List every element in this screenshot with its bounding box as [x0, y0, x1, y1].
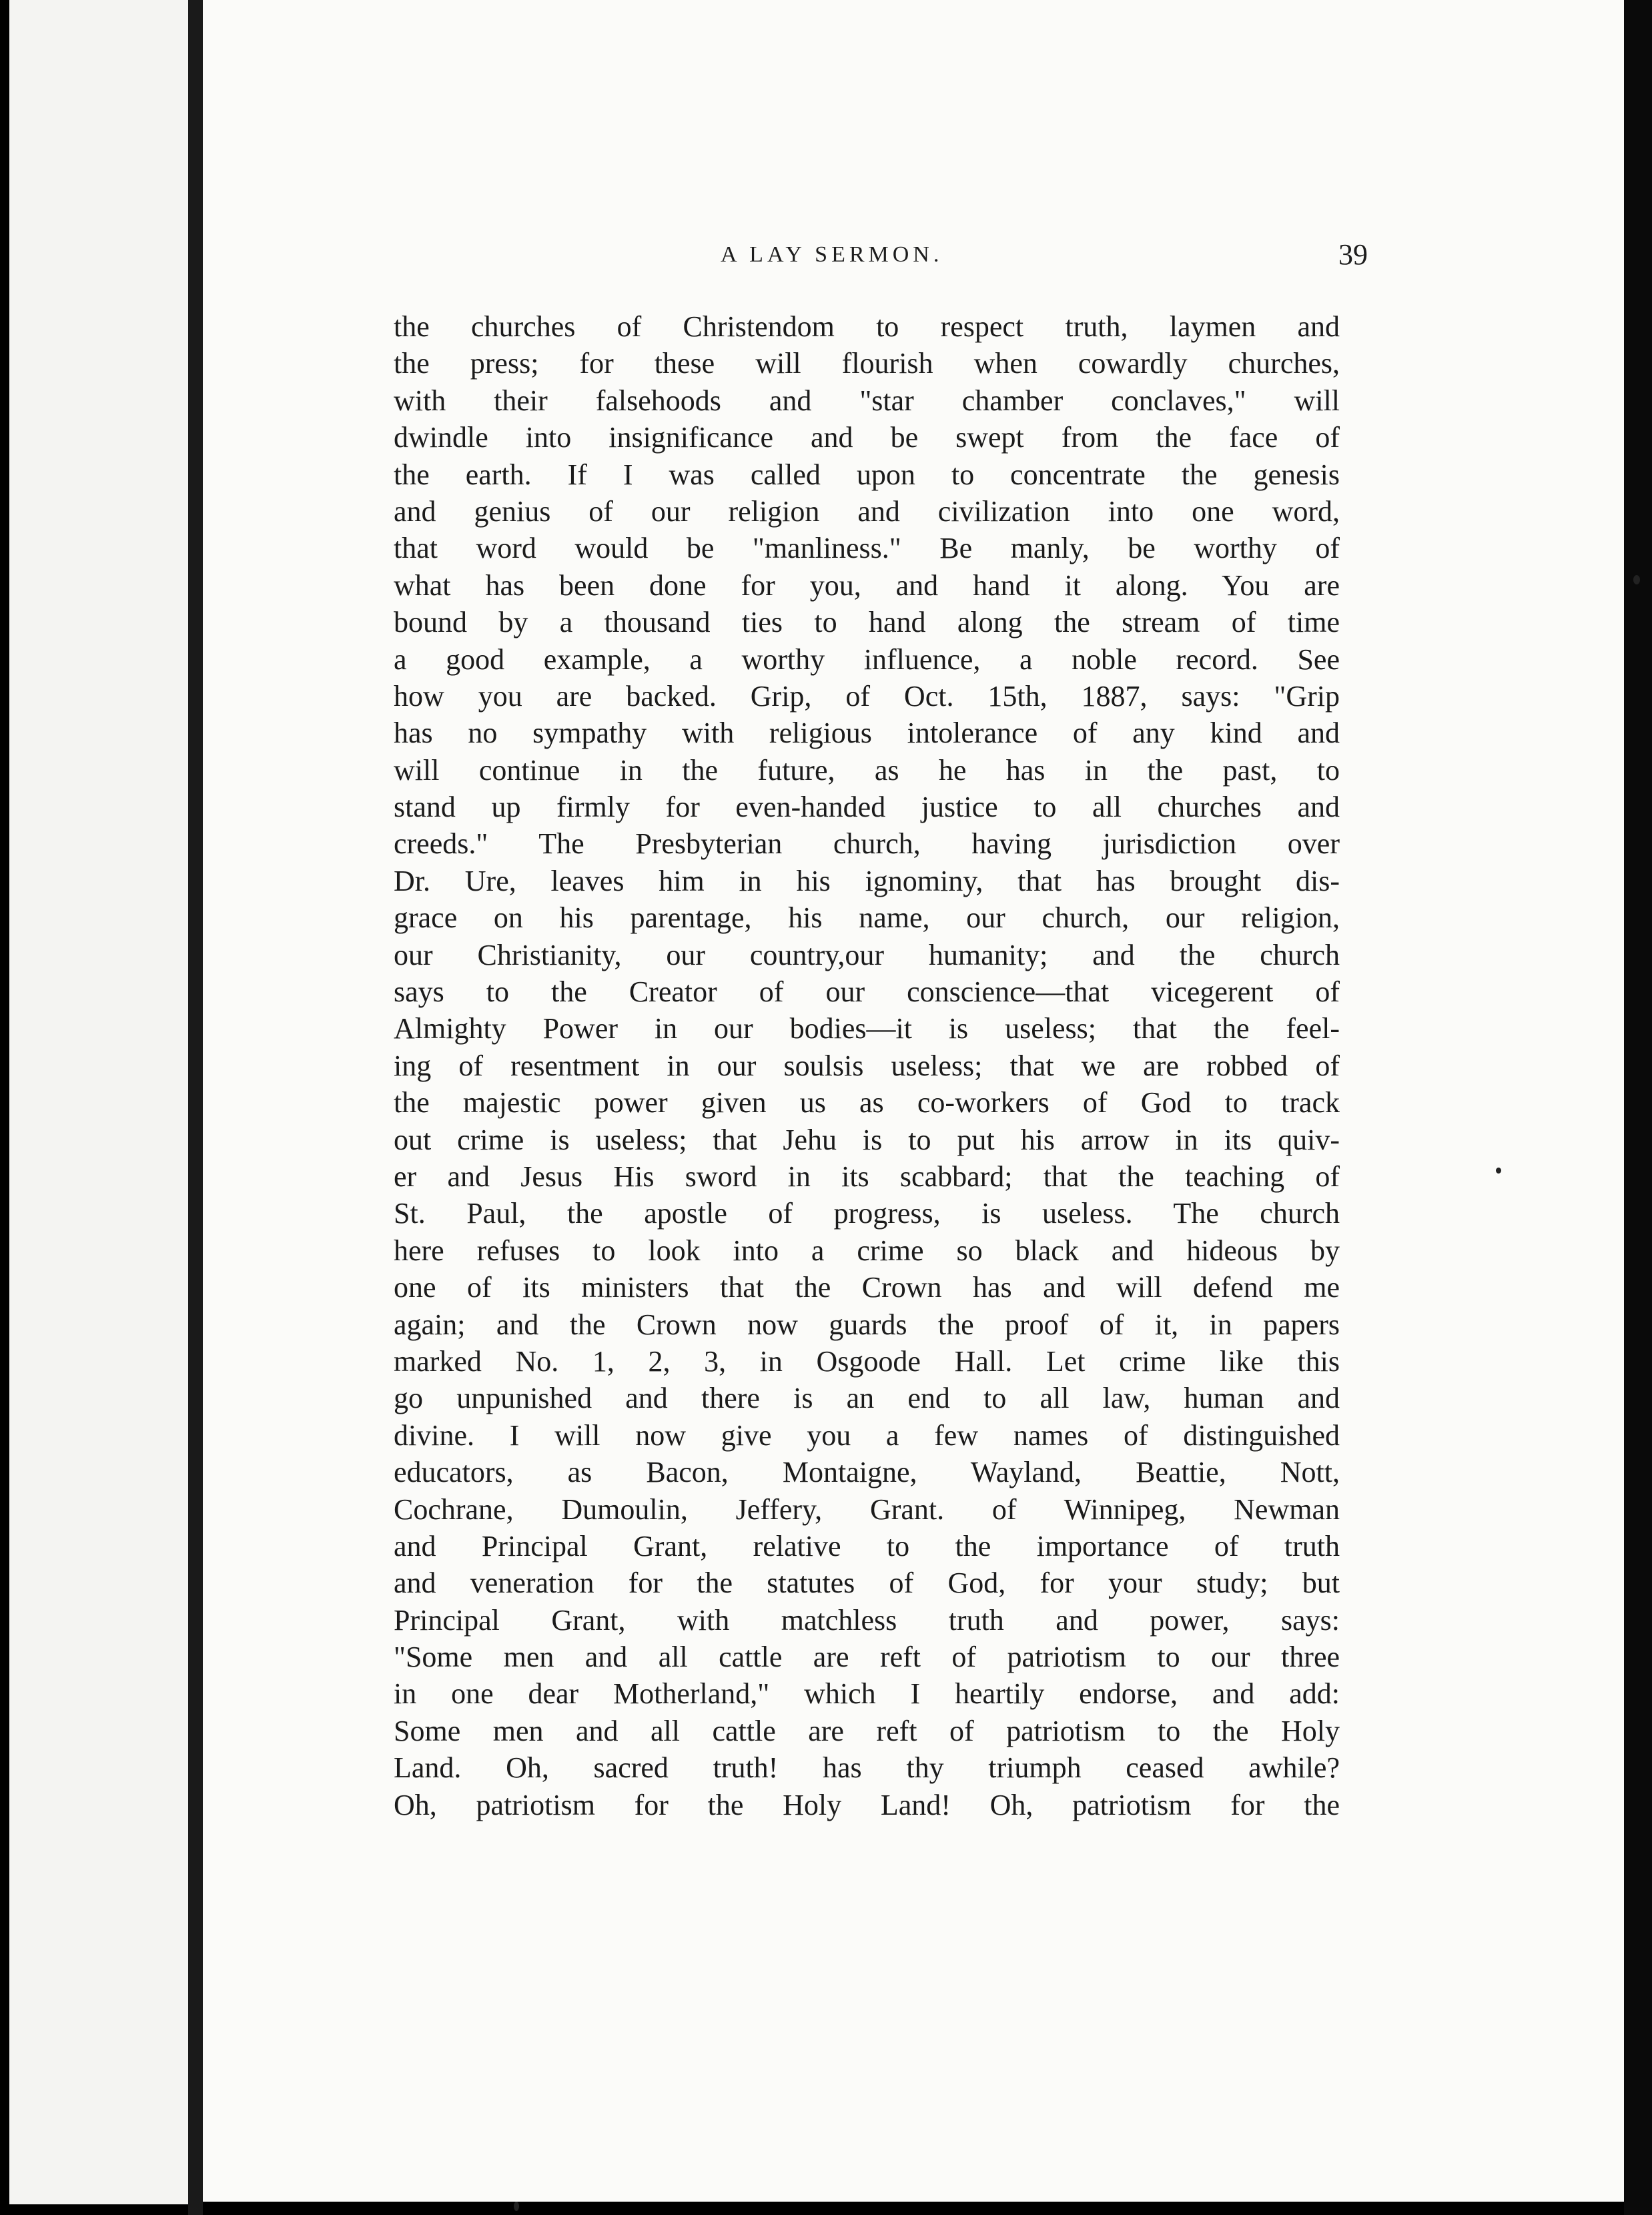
text-line: here refuses to look into a crime so black and hideous by [394, 1234, 1340, 1267]
text-line: educators, as Bacon, Montaigne, Wayland, Beattie, Nott, [394, 1456, 1340, 1489]
facing-page-edge [9, 0, 188, 2204]
text-line: grace on his parentage, his name, our church, our religion, [394, 901, 1340, 935]
text-line: that word would be "manliness." Be manly, be worthy of [394, 532, 1340, 565]
text-line: Land. Oh, sacred truth! has thy triumph ceased awhile? [394, 1751, 1340, 1785]
text-line: the majestic power given us as co-workers of God to track [394, 1086, 1340, 1120]
text-line: the press; for these will flourish when cowardly churches, [394, 347, 1340, 380]
text-line: in one dear Motherland," which I heartily endorse, and add: [394, 1677, 1340, 1711]
text-line: and veneration for the statutes of God, for your study; but [394, 1567, 1340, 1600]
text-line: Cochrane, Dumoulin, Jeffery, Grant. of Winnipeg, Newman [394, 1492, 1340, 1526]
text-line: will continue in the future, as he has in the past, to [394, 753, 1340, 787]
text-line: divine. I will now give you a few names of distinguished [394, 1418, 1340, 1452]
text-line: and genius of our religion and civilization into one word, [394, 494, 1340, 528]
text-line: says to the Creator of our conscience—that vicegerent of [394, 975, 1340, 1009]
page-header [193, 235, 1368, 275]
text-line: has no sympathy with religious intolerance of any kind and [394, 717, 1340, 750]
text-line: Almighty Power in our bodies—it is useless; that the feel- [394, 1012, 1340, 1045]
text-line: and Principal Grant, relative to the importance of truth [394, 1529, 1340, 1563]
text-line: again; and the Crown now guards the proof of it, in papers [394, 1308, 1340, 1341]
scan-speck [1496, 1168, 1501, 1174]
body-text [394, 308, 1340, 1823]
text-line: marked No. 1, 2, 3, in Osgoode Hall. Let crime like this [394, 1344, 1340, 1378]
gutter-shadow [188, 0, 203, 2215]
text-line: a good example, a worthy influence, a noble record. See [394, 642, 1340, 676]
page-number: 39 [1338, 238, 1368, 271]
running-head: A LAY SERMON. [721, 242, 943, 267]
text-line: Oh, patriotism for the Holy Land! Oh, patriotism for the [394, 1788, 1340, 1821]
text-line: dwindle into insignificance and be swept from the face of [394, 421, 1340, 454]
scan-speck [1633, 575, 1640, 584]
text-line: go unpunished and there is an end to all law, human and [394, 1382, 1340, 1415]
text-line: what has been done for you, and hand it along. You are [394, 568, 1340, 602]
text-line: out crime is useless; that Jehu is to put his arrow in its quiv- [394, 1123, 1340, 1156]
text-line: the churches of Christendom to respect truth, laymen and [394, 310, 1340, 343]
text-line: stand up firmly for even-handed justice to all churches and [394, 791, 1340, 824]
text-line: creeds." The Presbyterian church, having jurisdiction over [394, 827, 1340, 861]
text-line: ing of resentment in our soulsis useless; that we are robbed of [394, 1049, 1340, 1082]
text-line: Dr. Ure, leaves him in his ignominy, that has brought dis- [394, 864, 1340, 897]
text-line: bound by a thousand ties to hand along the stream of time [394, 606, 1340, 639]
text-line: how you are backed. Grip, of Oct. 15th, 1887, says: "Grip [394, 679, 1340, 713]
text-line: Principal Grant, with matchless truth and power, says: [394, 1603, 1340, 1637]
right-scan-border [1624, 0, 1652, 2215]
text-line: er and Jesus His sword in its scabbard; that the teaching of [394, 1160, 1340, 1193]
text-line: our Christianity, our country,our humanity; and the church [394, 938, 1340, 971]
text-line: one of its ministers that the Crown has and will defend me [394, 1271, 1340, 1304]
text-line: the earth. If I was called upon to concentrate the genesis [394, 458, 1340, 491]
text-line: with their falsehoods and "star chamber conclaves," will [394, 384, 1340, 417]
scan-speck [514, 2202, 519, 2211]
text-line: St. Paul, the apostle of progress, is useless. The church [394, 1197, 1340, 1230]
text-line: Some men and all cattle are reft of patriotism to the Holy [394, 1714, 1340, 1747]
text-line: "Some men and all cattle are reft of patriotism to our three [394, 1641, 1340, 1674]
